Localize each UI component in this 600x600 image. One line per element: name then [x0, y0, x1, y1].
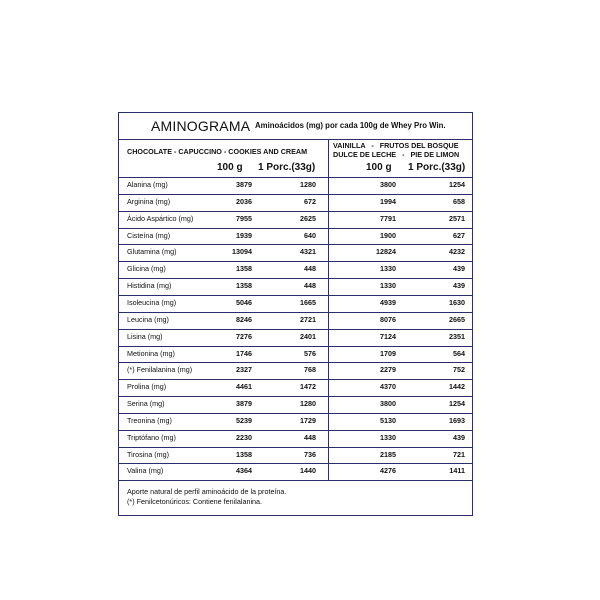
value-100g-right: 1994	[380, 196, 396, 206]
value-portion-right: 721	[453, 449, 465, 459]
value-100g-right: 7791	[380, 213, 396, 223]
value-100g-left: 1358	[236, 449, 252, 459]
value-portion-right: 1254	[449, 180, 465, 189]
table-title: AMINOGRAMA	[151, 118, 251, 134]
aminoacid-name: Leucina (mg)	[127, 314, 169, 324]
value-100g-left: 1358	[236, 281, 252, 291]
aminoacid-name: (*) Fenilalanina (mg)	[127, 365, 193, 375]
value-100g-right: 8076	[380, 314, 396, 324]
aminoacid-name: Valina (mg)	[127, 466, 164, 476]
aminoacid-name: Serina (mg)	[127, 399, 165, 409]
value-100g-right: 5130	[380, 415, 396, 425]
table-subtitle: Aminoácidos (mg) por cada 100g de Whey Pro Win.	[255, 121, 446, 130]
value-100g-right: 1330	[380, 281, 396, 291]
value-100g-left: 3879	[236, 399, 252, 409]
value-portion-right: 439	[453, 432, 465, 442]
value-portion-left: 736	[304, 449, 316, 459]
value-100g-right: 4276	[380, 466, 396, 476]
aminoacid-name: Histidina (mg)	[127, 281, 172, 291]
aminoacid-name: Glutamina (mg)	[127, 247, 177, 257]
value-100g-right: 2279	[380, 365, 396, 375]
value-portion-left: 448	[304, 432, 316, 442]
col-header-portion-right: 1 Porc.(33g)	[408, 162, 466, 173]
value-portion-left: 2401	[300, 331, 316, 341]
col-header-100g-right: 100 g	[366, 162, 392, 173]
value-100g-left: 4364	[236, 466, 252, 476]
col-header-portion-left: 1 Porc.(33g)	[258, 162, 316, 173]
value-100g-left: 5239	[236, 415, 252, 425]
value-portion-left: 448	[304, 281, 316, 291]
value-100g-right: 1709	[380, 348, 396, 358]
aminoacid-name: Treonina (mg)	[127, 415, 172, 425]
value-portion-left: 576	[304, 348, 316, 358]
aminoacid-name: Triptófano (mg)	[127, 432, 176, 442]
value-portion-right: 1442	[449, 382, 465, 392]
value-portion-right: 752	[453, 365, 465, 375]
aminoacid-name: Tirosina (mg)	[127, 449, 170, 459]
value-portion-right: 564	[453, 348, 465, 358]
value-portion-left: 640	[304, 230, 316, 240]
value-portion-left: 768	[304, 365, 316, 375]
aminoacid-name: Metionina (mg)	[127, 348, 175, 358]
header-bar	[119, 113, 472, 140]
value-100g-left: 2036	[236, 196, 252, 206]
value-portion-left: 672	[304, 196, 316, 206]
value-100g-right: 12824	[376, 247, 396, 257]
aminoacid-name: Ácido Aspártico (mg)	[127, 213, 194, 223]
value-portion-left: 1729	[300, 415, 316, 425]
value-100g-left: 8246	[236, 314, 252, 324]
value-100g-left: 5046	[236, 297, 252, 307]
value-portion-left: 1440	[300, 466, 316, 476]
value-portion-left: 1280	[300, 180, 316, 189]
value-100g-right: 1900	[380, 230, 396, 240]
value-portion-left: 4321	[300, 247, 316, 257]
value-100g-right: 1330	[380, 264, 396, 274]
value-100g-left: 4461	[236, 382, 252, 392]
aminoacid-name: Arginina (mg)	[127, 196, 171, 206]
value-100g-left: 1746	[236, 348, 252, 358]
value-portion-right: 2665	[449, 314, 465, 324]
value-portion-left: 1280	[300, 399, 316, 409]
footnotes	[127, 487, 286, 507]
value-100g-right: 4939	[380, 297, 396, 307]
value-100g-right: 3800	[380, 180, 396, 189]
flavor-group-right	[333, 141, 473, 159]
value-portion-right: 1630	[449, 297, 465, 307]
value-portion-right: 627	[453, 230, 465, 240]
value-100g-right: 1330	[380, 432, 396, 442]
flavor-group-right-line1: VAINILLA - FRUTOS DEL BOSQUE	[333, 141, 459, 150]
value-portion-right: 658	[453, 196, 465, 206]
aminoacid-name: Alanina (mg)	[127, 180, 168, 189]
value-100g-right: 3800	[380, 399, 396, 409]
value-portion-left: 2721	[300, 314, 316, 324]
value-portion-right: 439	[453, 281, 465, 291]
flavor-group-right-line2: DULCE DE LECHE - PIE DE LIMON	[333, 150, 460, 159]
value-100g-left: 3879	[236, 180, 252, 189]
value-100g-right: 2185	[380, 449, 396, 459]
value-100g-left: 7276	[236, 331, 252, 341]
value-100g-left: 1358	[236, 264, 252, 274]
value-portion-right: 4232	[449, 247, 465, 257]
value-portion-left: 1665	[300, 297, 316, 307]
row-separator	[119, 480, 472, 481]
aminoacid-name: Lisina (mg)	[127, 331, 163, 341]
aminoacid-name: Cisteína (mg)	[127, 230, 171, 240]
value-portion-left: 2625	[300, 213, 316, 223]
value-portion-right: 2351	[449, 331, 465, 341]
value-100g-right: 7124	[380, 331, 396, 341]
aminoacid-name: Isoleucina (mg)	[127, 297, 177, 307]
value-100g-left: 7955	[236, 213, 252, 223]
value-100g-right: 4370	[380, 382, 396, 392]
value-portion-right: 1411	[449, 466, 465, 476]
footnote-natural: Aporte natural de perfil aminoácido de la proteína.	[127, 487, 287, 496]
value-portion-right: 1693	[449, 415, 465, 425]
value-100g-left: 13094	[232, 247, 252, 257]
aminogram-panel	[118, 112, 473, 516]
value-portion-left: 1472	[300, 382, 316, 392]
aminoacid-name: Prolina (mg)	[127, 382, 167, 392]
value-100g-left: 2327	[236, 365, 252, 375]
col-header-100g-left: 100 g	[217, 162, 243, 173]
value-portion-right: 439	[453, 264, 465, 274]
value-portion-left: 448	[304, 264, 316, 274]
value-portion-right: 2571	[449, 213, 465, 223]
value-100g-left: 1939	[236, 230, 252, 240]
footnote-phenylketonuric: (*) Fenilcetonúricos: Contiene fenilalanina.	[127, 497, 263, 506]
value-100g-left: 2230	[236, 432, 252, 442]
flavor-group-left: CHOCOLATE - CAPUCCINO - COOKIES AND CREAM	[127, 147, 308, 156]
aminoacid-name: Glicina (mg)	[127, 264, 166, 274]
value-portion-right: 1254	[449, 399, 465, 409]
